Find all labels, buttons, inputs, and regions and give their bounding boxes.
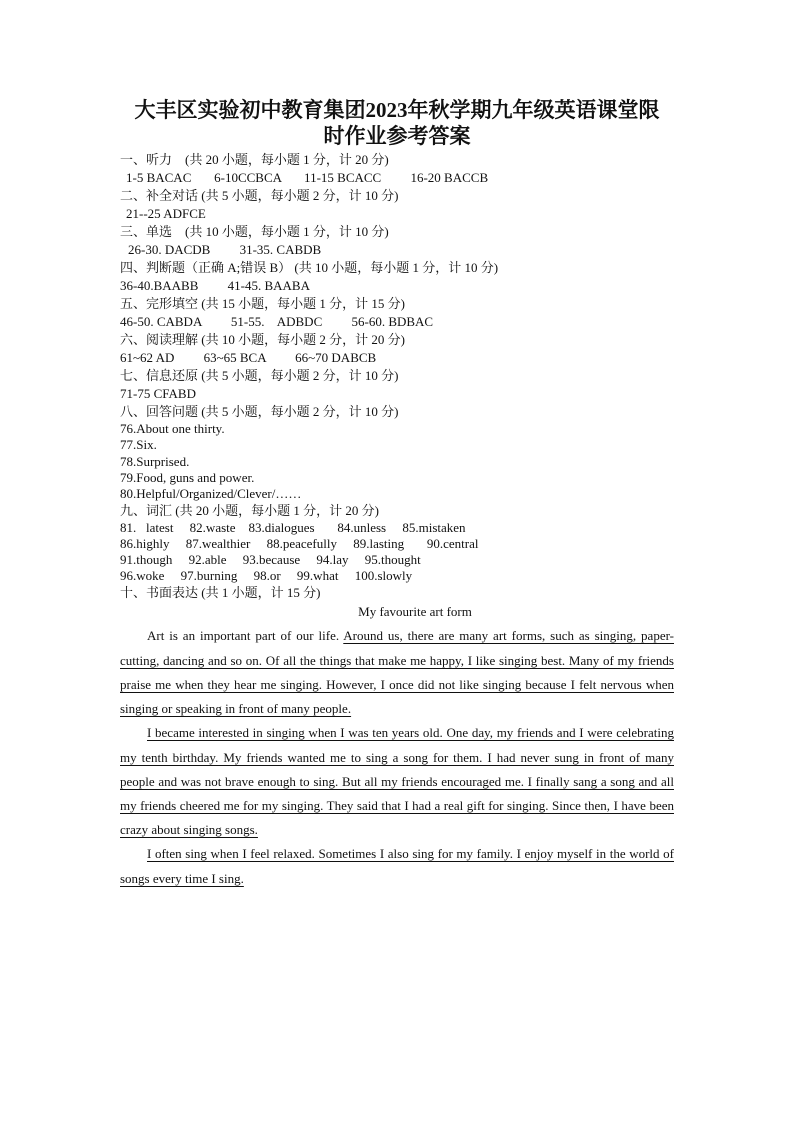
section-reading-answers: 61~62 AD 63~65 BCA 66~70 DABCB <box>120 350 377 365</box>
essay-paragraph-2 <box>120 721 674 842</box>
essay-body <box>120 624 674 890</box>
section-true-false-answers: 36-40.BAABB 41-45. BAABA <box>120 278 310 293</box>
essay-paragraph-1 <box>120 624 674 721</box>
section-listening-heading: 一、听力 (共 20 小题，每小题 1 分，计 20 分) <box>120 152 389 167</box>
essay-paragraph-1-underlined: Around us, there are many art forms, such as singing, paper-cutting, dancing and so on. Of all the things that make me happy, I like singing best. Many of my friends praise me when they hear me singing. However, I once did not like singing because I felt nervous when singing or speaking in front of many people. <box>120 628 674 717</box>
answer-79: 79.Food, guns and power. <box>120 469 255 485</box>
vocabulary-row: 86.highly 87.wealthier 88.peacefully 89.lasting 90.central <box>120 536 479 552</box>
section-questions-heading: 八、回答问题 (共 5 小题，每小题 2 分，计 10 分) <box>120 404 399 419</box>
document-title-line-2: 时作业参考答案 <box>323 124 471 148</box>
section-info-restore-heading: 七、信息还原 (共 5 小题，每小题 2 分，计 10 分) <box>120 368 399 383</box>
answer-77: 77.Six. <box>120 437 157 453</box>
answer-76: 76.About one thirty. <box>120 421 225 436</box>
section-single-choice-answers: 26-30. DACDB 31-35. CABDB <box>128 242 322 257</box>
section-true-false-heading: 四、判断题（正确 A;错误 B） (共 10 小题，每小题 1 分，计 10 分) <box>120 260 499 275</box>
answer-80: 80.Helpful/Organized/Clever/…… <box>120 486 302 502</box>
vocabulary-row: 81. latest 82.waste 83.dialogues 84.unless 85.mistaken <box>120 520 466 536</box>
answer-78: 78.Surprised. <box>120 453 190 469</box>
vocabulary-row: 91.though 92.able 93.because 94.lay 95.thought <box>120 552 421 568</box>
section-single-choice-heading: 三、单选 (共 10 小题，每小题 1 分，计 10 分) <box>120 224 389 239</box>
section-writing-heading: 十、书面表达 (共 1 小题，计 15 分) <box>120 585 321 601</box>
section-info-restore-answers: 71-75 CFABD <box>120 386 196 401</box>
section-vocabulary-heading: 九、词汇 (共 20 小题，每小题 1 分，计 20 分) <box>120 503 379 519</box>
section-cloze-heading: 五、完形填空 (共 15 小题，每小题 1 分，计 15 分) <box>120 296 405 311</box>
essay-paragraph-1-plain: Art is an important part of our life. <box>147 628 344 644</box>
section-dialogue-heading: 二、补全对话 (共 5 小题，每小题 2 分，计 10 分) <box>120 188 399 203</box>
section-listening-answers: 1-5 BACAC 6-10CCBCA 11-15 BCACC 16-20 BACCB <box>126 170 489 185</box>
section-dialogue-answers: 21--25 ADFCE <box>126 206 206 221</box>
essay-paragraph-3 <box>120 842 674 890</box>
essay-title: My favourite art form <box>358 604 472 620</box>
answer-key <box>120 151 680 891</box>
document-title-line-1: 大丰区实验初中教育集团2023年秋学期九年级英语课堂限 <box>134 98 660 122</box>
section-cloze-answers: 46-50. CABDA 51-55. ADBDC 56-60. BDBAC <box>120 314 434 329</box>
essay-paragraph-2-underlined: I became interested in singing when I was ten years old. One day, my friends and I were celebrating my tenth birthday. My friends wanted me to sing a song for them. I had never sung in front of many people and was not brave enough to sing. But all my friends encouraged me. I finally sang a song and all my friends cheered me for my singing. They said that I had a real gift for singing. Since then, I have been crazy about singing songs. <box>120 725 674 838</box>
section-reading-heading: 六、阅读理解 (共 10 小题，每小题 2 分，计 20 分) <box>120 332 405 347</box>
vocabulary-row: 96.woke 97.burning 98.or 99.what 100.slowly <box>120 568 413 584</box>
essay-paragraph-3-underlined: I often sing when I feel relaxed. Sometimes I also sing for my family. I enjoy myself in the world of songs every time I sing. <box>120 846 674 886</box>
